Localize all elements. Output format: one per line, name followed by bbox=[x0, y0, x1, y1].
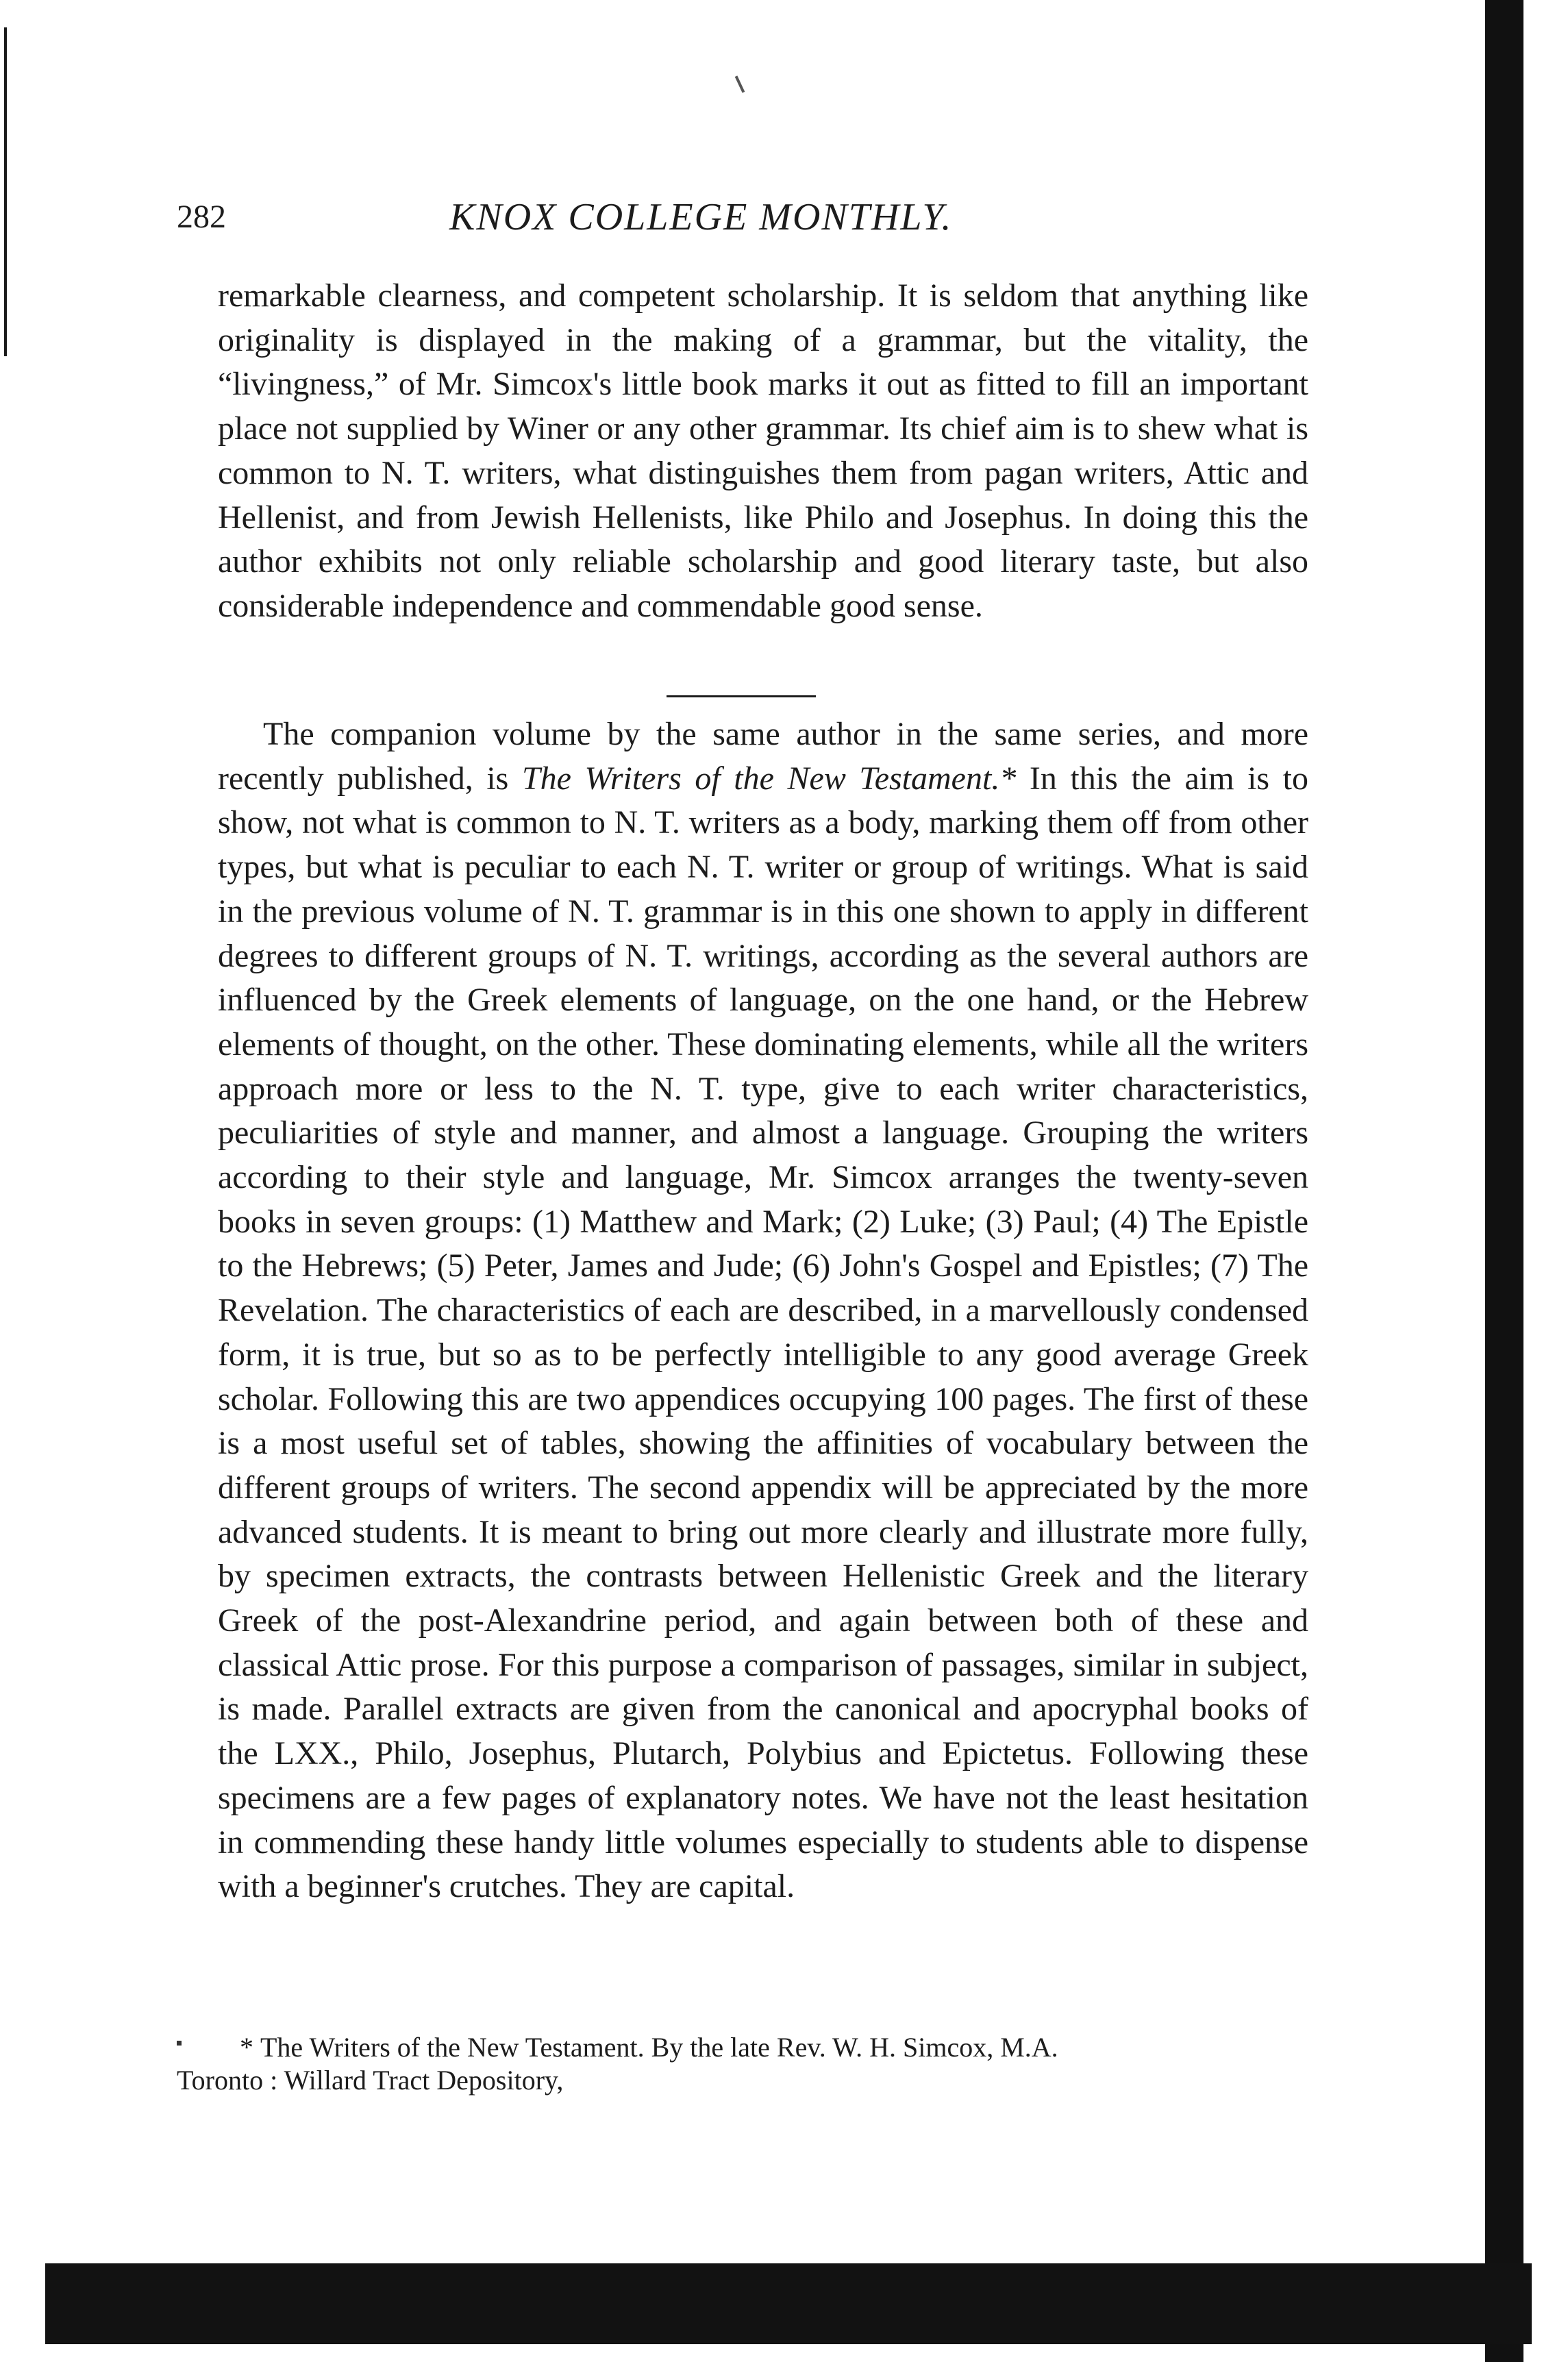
scan-left-edge-rule bbox=[4, 27, 7, 356]
running-head: KNOX COLLEGE MONTHLY. bbox=[449, 196, 953, 238]
footnote bbox=[177, 2031, 1308, 2097]
paragraph-writers-review bbox=[218, 712, 1308, 1909]
paragraph-text-rest: In this the aim is to show, not what is common to N. T. writers as a body, marking them off from other types, but what is peculiar to each N. T. writer or group of writings. What is said in the previous volume of N. T. grammar is in this one shown to apply in different degrees to different groups of N. T. writings, according as the several authors are influenced by the Greek elements of language, on the one hand, or the Hebrew elements of thought, on the other. These dominating elements, while all the writers approach more or less to the N. T. type, give to each writer characteristics, peculiarities of style and manner, and almost a language. Grouping the writers according to their style and language, Mr. Simcox arranges the twenty-seven books in seven groups: (1) Matthew and Mark; (2) Luke; (3) Paul; (4) The Epistle to the Hebrews; (5) Peter, James and Jude; (6) John's Gospel and Epistles; (7) The Revelation. The characteristics of each are described, in a marvellously condensed form, it is true, but so as to be perfectly intelligible to any good average Greek scholar. Following this are two appendices occupying 100 pages. The first of these is a most useful set of tables, showing the affinities of vocabulary between the different groups of writers. The second appendix will be appreciated by the more advanced students. It is meant to bring out more clearly and illustrate more fully, by specimen extracts, the contrasts between Hellenistic Greek and the literary Greek of the post-Alexandrine period, and again between both of these and classical Attic prose. For this purpose a comparison of passages, similar in subject, is made. Parallel extracts are given from the canonical and apocryphal books of the LXX., Philo, Josephus, Plutarch, Polybius and Epictetus. Following these specimens are a few pages of explanatory notes. We have not the least hesitation in commending these handy little volumes especially to students able to dispense with a beginner's crutches. They are capital. bbox=[218, 760, 1309, 1905]
scan-dot bbox=[177, 2041, 182, 2046]
paragraph-text-start: The companion volume by the same author in the same series, and more recently published, is bbox=[218, 716, 1308, 797]
page-number: 282 bbox=[177, 199, 226, 235]
page-header bbox=[0, 193, 1568, 241]
section-separator-rule bbox=[667, 695, 816, 697]
footnote-line-1 bbox=[177, 2031, 1308, 2064]
scan-speck bbox=[735, 75, 745, 92]
scan-bottom-edge-bar bbox=[45, 2263, 1532, 2344]
footnote-marker: * bbox=[240, 2032, 253, 2063]
paragraph-text: remarkable clearness, and competent scholarship. It is seldom that anything like originality is displayed in the making of a grammar, but the vitality, the “livingness,” of Mr. Simcox's little book marks it out as fitted to fill an important place not supplied by Winer or any other grammar. Its chief aim is to shew what is common to N. T. writers, what distinguishes them from pagan writers, Attic and Hellenist, and from Jewish Hellenists, like Philo and Josephus. In doing this the author exhibits not only reliable scholarship and good literary taste, but also considerable independence and commendable good sense. bbox=[218, 277, 1308, 624]
paragraph-grammar-review bbox=[218, 274, 1308, 629]
scan-right-edge-bar bbox=[1485, 0, 1523, 2362]
footnote-line-2: Toronto : Willard Tract Depository, bbox=[177, 2065, 564, 2096]
book-title: The Writers of the New Testament.* bbox=[521, 760, 1017, 797]
footnote-citation: The Writers of the New Testament. By the late Rev. W. H. Simcox, M.A. bbox=[260, 2032, 1058, 2063]
